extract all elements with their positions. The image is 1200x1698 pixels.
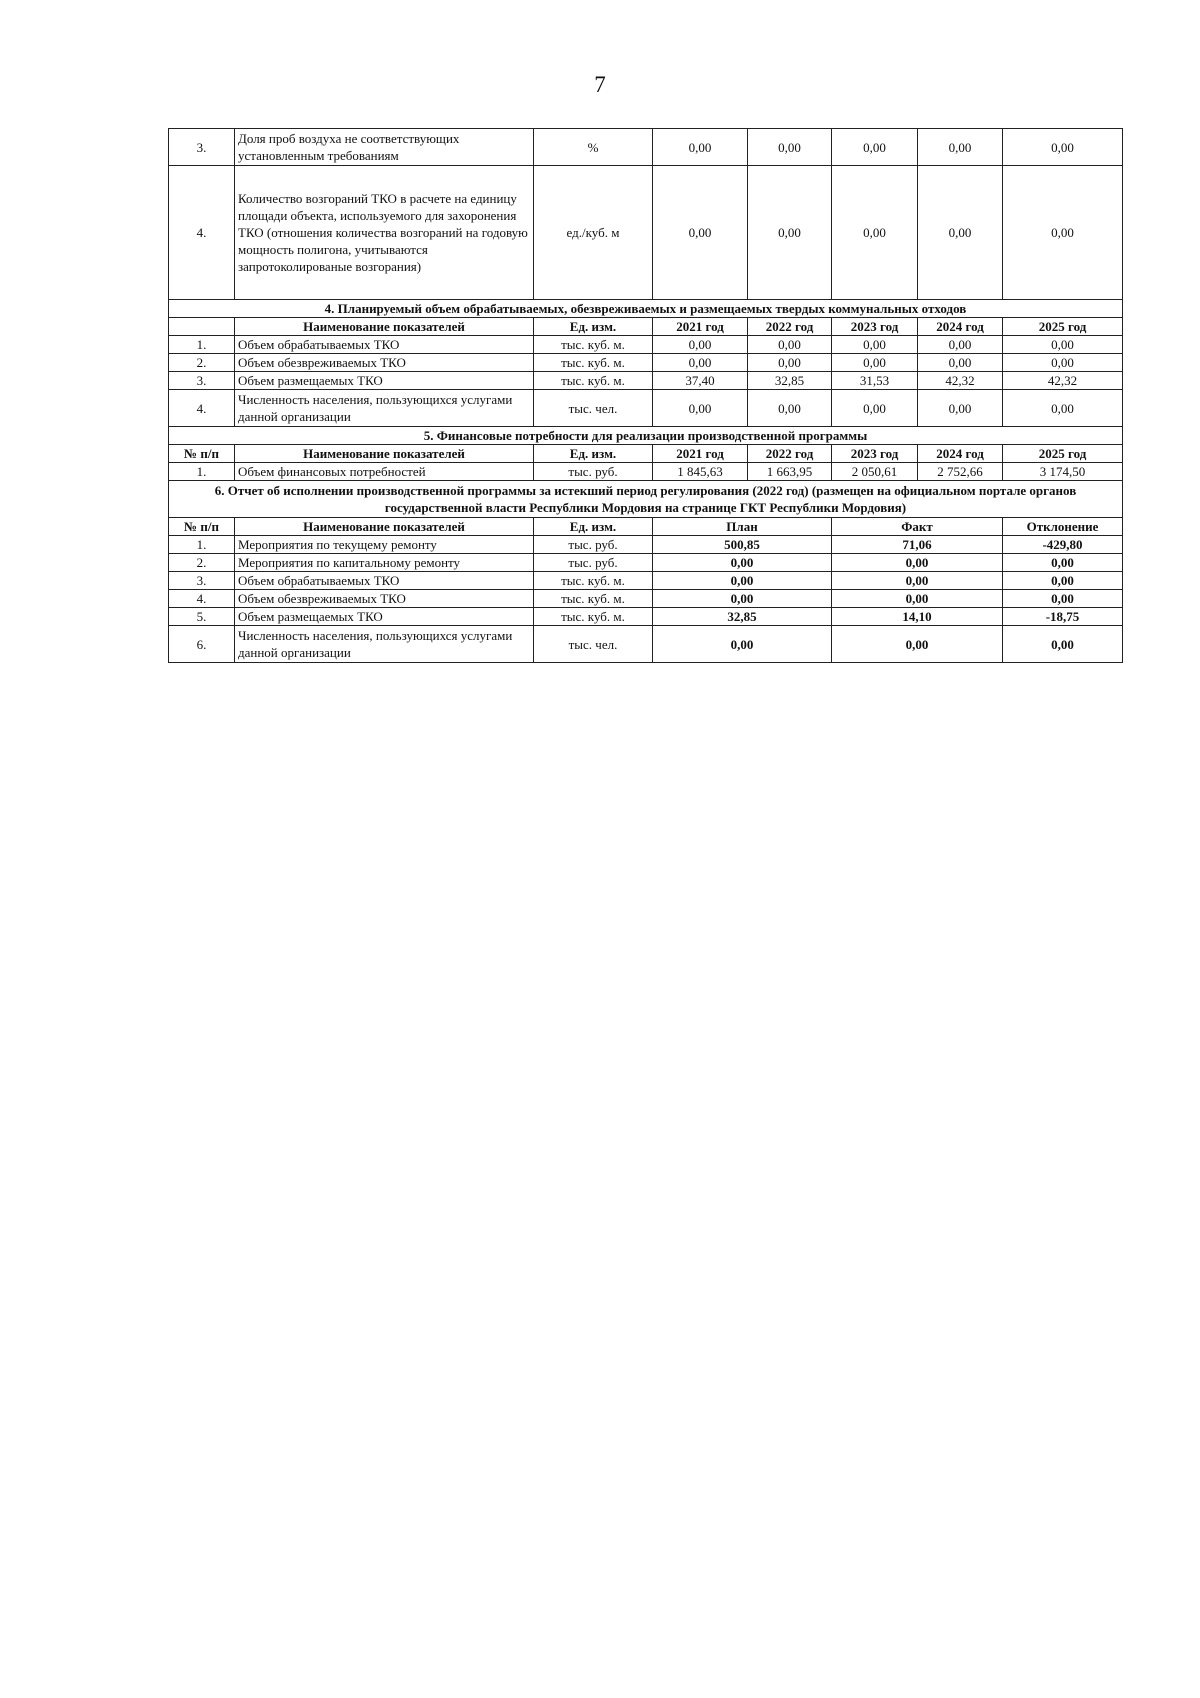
indicator-name: Объем финансовых потребностей <box>235 463 534 481</box>
table-row <box>169 129 1123 166</box>
value-cell: 31,53 <box>832 372 918 390</box>
header-year: 2024 год <box>918 445 1003 463</box>
header-num: № п/п <box>169 445 235 463</box>
header-year: 2022 год <box>748 318 832 336</box>
fact-value: 0,00 <box>832 590 1003 608</box>
unit-cell: тыс. куб. м. <box>534 354 653 372</box>
indicator-name: Количество возгораний ТКО в расчете на единицу площади объекта, используемого для захоронения ТКО (отношения количества возгораний на годовую мощность полигона, учитываются запротоколированые возгорания) <box>235 166 534 300</box>
row-number: 3. <box>169 372 235 390</box>
unit-cell: ед./куб. м <box>534 166 653 300</box>
table-row <box>169 354 1123 372</box>
value-cell: 0,00 <box>1003 354 1123 372</box>
value-cell: 0,00 <box>832 129 918 166</box>
unit-cell: тыс. руб. <box>534 536 653 554</box>
unit-cell: тыс. куб. м. <box>534 372 653 390</box>
header-name: Наименование показателей <box>235 518 534 536</box>
value-cell: 0,00 <box>1003 129 1123 166</box>
value-cell: 0,00 <box>918 166 1003 300</box>
value-cell: 0,00 <box>748 354 832 372</box>
header-num <box>169 318 235 336</box>
header-deviation: Отклонение <box>1003 518 1123 536</box>
value-cell: 0,00 <box>748 390 832 427</box>
header-year: 2021 год <box>653 318 748 336</box>
deviation-value: 0,00 <box>1003 554 1123 572</box>
table-row <box>169 336 1123 354</box>
row-number: 1. <box>169 463 235 481</box>
table-row <box>169 390 1123 427</box>
value-cell: 2 050,61 <box>832 463 918 481</box>
unit-cell: тыс. куб. м. <box>534 336 653 354</box>
value-cell: 0,00 <box>653 354 748 372</box>
table-row <box>169 590 1123 608</box>
plan-value: 32,85 <box>653 608 832 626</box>
row-number: 1. <box>169 536 235 554</box>
value-cell: 0,00 <box>832 336 918 354</box>
plan-value: 0,00 <box>653 626 832 663</box>
unit-cell: тыс. руб. <box>534 463 653 481</box>
unit-cell: тыс. чел. <box>534 626 653 663</box>
plan-value: 0,00 <box>653 590 832 608</box>
header-plan: План <box>653 518 832 536</box>
value-cell: 0,00 <box>832 390 918 427</box>
indicator-name: Объем размещаемых ТКО <box>235 372 534 390</box>
unit-cell: тыс. руб. <box>534 554 653 572</box>
deviation-value: -18,75 <box>1003 608 1123 626</box>
header-year: 2025 год <box>1003 318 1123 336</box>
header-fact: Факт <box>832 518 1003 536</box>
indicator-name: Объем обрабатываемых ТКО <box>235 336 534 354</box>
plan-value: 0,00 <box>653 572 832 590</box>
header-unit: Ед. изм. <box>534 445 653 463</box>
value-cell: 0,00 <box>1003 336 1123 354</box>
row-number: 4. <box>169 590 235 608</box>
fact-value: 0,00 <box>832 554 1003 572</box>
indicator-name: Объем размещаемых ТКО <box>235 608 534 626</box>
header-year: 2024 год <box>918 318 1003 336</box>
row-number: 1. <box>169 336 235 354</box>
value-cell: 0,00 <box>653 166 748 300</box>
row-number: 4. <box>169 390 235 427</box>
table-row <box>169 463 1123 481</box>
section-title-row <box>169 300 1123 318</box>
value-cell: 0,00 <box>918 390 1003 427</box>
header-year: 2025 год <box>1003 445 1123 463</box>
value-cell: 0,00 <box>653 390 748 427</box>
value-cell: 0,00 <box>832 354 918 372</box>
header-row <box>169 518 1123 536</box>
section-5-title: 5. Финансовые потребности для реализации производственной программы <box>169 427 1123 445</box>
unit-cell: % <box>534 129 653 166</box>
indicator-name: Доля проб воздуха не соответствующих установленным требованиям <box>235 129 534 166</box>
value-cell: 42,32 <box>918 372 1003 390</box>
value-cell: 0,00 <box>653 129 748 166</box>
section-6-title: 6. Отчет об исполнении производственной программы за истекший период регулирования (2022 год) (размещен на официальном портале органов государственной власти Республики Мордовия на странице ГКТ Республики Мордовия) <box>169 481 1123 518</box>
header-row <box>169 318 1123 336</box>
deviation-value: 0,00 <box>1003 572 1123 590</box>
table-row <box>169 626 1123 663</box>
value-cell: 0,00 <box>918 354 1003 372</box>
row-number: 6. <box>169 626 235 663</box>
fact-value: 0,00 <box>832 626 1003 663</box>
deviation-value: -429,80 <box>1003 536 1123 554</box>
section-title-row <box>169 427 1123 445</box>
value-cell: 0,00 <box>918 336 1003 354</box>
deviation-value: 0,00 <box>1003 590 1123 608</box>
row-number: 3. <box>169 572 235 590</box>
section-title-row <box>169 481 1123 518</box>
value-cell: 0,00 <box>748 166 832 300</box>
value-cell: 0,00 <box>748 336 832 354</box>
header-year: 2023 год <box>832 445 918 463</box>
table-row <box>169 166 1123 300</box>
indicator-name: Объем обрабатываемых ТКО <box>235 572 534 590</box>
indicator-name: Численность населения, пользующихся услугами данной организации <box>235 626 534 663</box>
fact-value: 14,10 <box>832 608 1003 626</box>
value-cell: 32,85 <box>748 372 832 390</box>
value-cell: 1 845,63 <box>653 463 748 481</box>
value-cell: 1 663,95 <box>748 463 832 481</box>
unit-cell: тыс. чел. <box>534 390 653 427</box>
table-row <box>169 536 1123 554</box>
plan-value: 0,00 <box>653 554 832 572</box>
table-row <box>169 608 1123 626</box>
header-num: № п/п <box>169 518 235 536</box>
value-cell: 0,00 <box>918 129 1003 166</box>
fact-value: 71,06 <box>832 536 1003 554</box>
value-cell: 0,00 <box>653 336 748 354</box>
plan-value: 500,85 <box>653 536 832 554</box>
value-cell: 0,00 <box>1003 166 1123 300</box>
header-row <box>169 445 1123 463</box>
header-name: Наименование показателей <box>235 445 534 463</box>
deviation-value: 0,00 <box>1003 626 1123 663</box>
row-number: 2. <box>169 354 235 372</box>
value-cell: 0,00 <box>1003 390 1123 427</box>
header-year: 2023 год <box>832 318 918 336</box>
row-number: 4. <box>169 166 235 300</box>
page-number: 7 <box>594 72 606 97</box>
row-number: 3. <box>169 129 235 166</box>
value-cell: 2 752,66 <box>918 463 1003 481</box>
indicator-name: Мероприятия по капитальному ремонту <box>235 554 534 572</box>
header-year: 2021 год <box>653 445 748 463</box>
indicator-name: Мероприятия по текущему ремонту <box>235 536 534 554</box>
value-cell: 3 174,50 <box>1003 463 1123 481</box>
indicator-name: Численность населения, пользующихся услугами данной организации <box>235 390 534 427</box>
row-number: 5. <box>169 608 235 626</box>
section-4-title: 4. Планируемый объем обрабатываемых, обезвреживаемых и размещаемых твердых коммунальных отходов <box>169 300 1123 318</box>
row-number: 2. <box>169 554 235 572</box>
value-cell: 42,32 <box>1003 372 1123 390</box>
value-cell: 0,00 <box>748 129 832 166</box>
header-unit: Ед. изм. <box>534 518 653 536</box>
table-row <box>169 572 1123 590</box>
table-row <box>169 554 1123 572</box>
table-row <box>169 372 1123 390</box>
production-program-table <box>168 128 1123 663</box>
value-cell: 0,00 <box>832 166 918 300</box>
header-unit: Ед. изм. <box>534 318 653 336</box>
value-cell: 37,40 <box>653 372 748 390</box>
unit-cell: тыс. куб. м. <box>534 572 653 590</box>
header-year: 2022 год <box>748 445 832 463</box>
indicator-name: Объем обезвреживаемых ТКО <box>235 354 534 372</box>
unit-cell: тыс. куб. м. <box>534 590 653 608</box>
header-name: Наименование показателей <box>235 318 534 336</box>
unit-cell: тыс. куб. м. <box>534 608 653 626</box>
indicator-name: Объем обезвреживаемых ТКО <box>235 590 534 608</box>
fact-value: 0,00 <box>832 572 1003 590</box>
